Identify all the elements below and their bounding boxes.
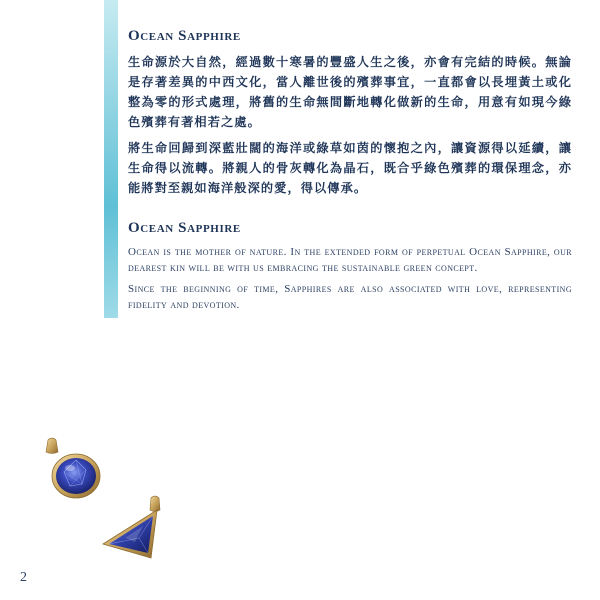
triangle-sapphire-pendant-icon xyxy=(95,494,169,562)
paragraph-en-2: Since the beginning of time, Sapphires are also associated with love, representing fidelity and devotion. xyxy=(128,283,572,311)
paragraph-en-1: Ocean is the mother of nature. In the extended form of perpetual Ocean Sapphire, our dearest kin will be with us embracing the sustainable green concept. xyxy=(128,246,572,274)
content-column xyxy=(128,27,572,318)
page-number: 2 xyxy=(20,570,27,585)
section-title-zh: Ocean Sapphire xyxy=(128,28,241,44)
section-title-en: Ocean Sapphire xyxy=(128,220,241,236)
paragraph-zh-1: 生命源於大自然，經過數十寒暑的豐盛人生之後，亦會有完結的時候。無論是存著差異的中西文化，當人離世後的殯葬事宜，一直都會以長埋黃土或化整為零的形式處理，將舊的生命無間斷地轉化做新的生命，用意有如現今綠色殯葬有著相若之處。 xyxy=(128,55,572,129)
paragraph-zh-2: 將生命回歸到深藍壯闊的海洋或綠草如茵的懷抱之內，讓資源得以延續，讓生命得以流轉。將親人的骨灰轉化為晶石，既合乎綠色殯葬的環保理念，亦能將對至親如海洋般深的愛，得以傳承。 xyxy=(128,141,572,195)
decorative-stripe xyxy=(104,0,118,318)
